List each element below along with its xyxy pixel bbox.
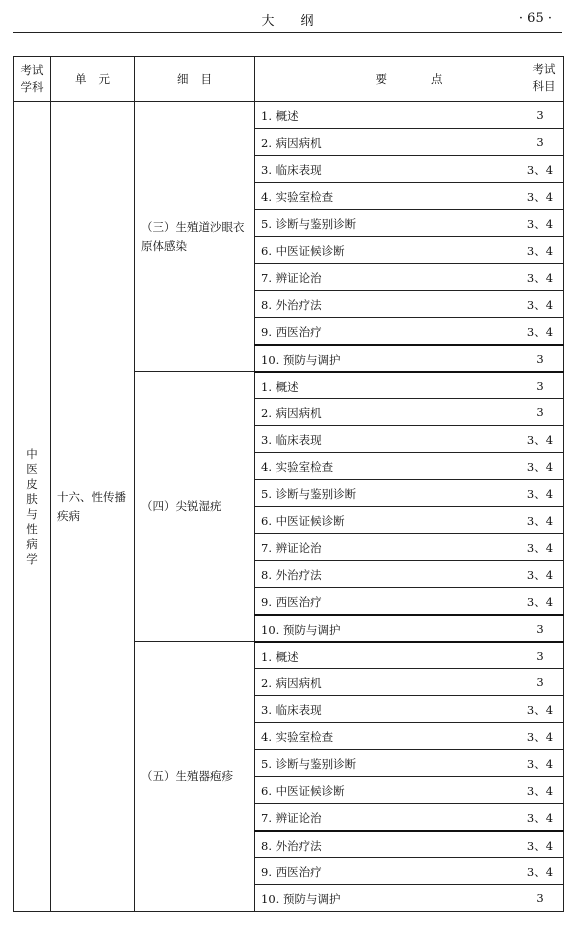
point-cell (255, 318, 564, 345)
item-cell: （五）生殖器疱疹 (135, 642, 255, 912)
subject-char: 病 (26, 536, 38, 551)
header-point-label: 要点 (375, 71, 487, 86)
point-level: 3 (536, 405, 544, 419)
point-cell (255, 399, 564, 426)
point-text: 5. 诊断与鉴别诊断 (261, 217, 357, 231)
point-level: 3、4 (526, 811, 554, 825)
point-level: 3、4 (526, 487, 554, 501)
point-text: 3. 临床表现 (261, 163, 322, 177)
point-text: 10. 预防与调护 (261, 622, 341, 637)
point-level: 3、4 (526, 190, 554, 204)
header-level-line2: 科目 (532, 79, 556, 93)
subject-char: 与 (26, 506, 38, 521)
point-level: 3、4 (526, 298, 554, 312)
point-level: 3、4 (526, 325, 554, 339)
table-body (14, 102, 564, 912)
point-level: 3 (536, 108, 544, 122)
point-level: 3 (536, 675, 544, 689)
point-cell (255, 534, 564, 561)
point-cell (255, 669, 564, 696)
point-cell (255, 642, 564, 669)
point-text: 5. 诊断与鉴别诊断 (261, 757, 357, 771)
point-level: 3、4 (526, 757, 554, 771)
item-cell: （三）生殖道沙眼衣原体感染 (135, 102, 255, 372)
point-level: 3、4 (526, 433, 554, 447)
point-cell (255, 507, 564, 534)
point-text: 7. 辨证论治 (261, 271, 322, 285)
point-level: 3 (536, 135, 544, 149)
header-level (531, 61, 557, 95)
point-text: 2. 病因病机 (261, 406, 322, 420)
point-text: 9. 西医治疗 (261, 325, 322, 339)
point-text: 4. 实验室检查 (261, 460, 334, 474)
point-level: 3、4 (526, 865, 554, 879)
point-level: 3 (536, 891, 544, 905)
header-item: 细目 (135, 57, 255, 102)
unit-cell: 十六、性传播疾病 (51, 102, 135, 912)
point-text: 6. 中医证候诊断 (261, 514, 345, 528)
point-cell (255, 561, 564, 588)
point-cell (255, 885, 564, 912)
point-text: 9. 西医治疗 (261, 595, 322, 609)
point-cell (255, 291, 564, 318)
point-text: 7. 辨证论治 (261, 811, 322, 825)
point-cell (255, 426, 564, 453)
point-text: 8. 外治疗法 (261, 838, 322, 853)
point-level: 3、4 (526, 730, 554, 744)
page-header (13, 0, 562, 33)
point-level: 3、4 (526, 271, 554, 285)
subject-char: 肤 (26, 491, 38, 506)
point-cell (255, 588, 564, 615)
subject-char: 性 (26, 521, 38, 536)
point-text: 1. 概述 (261, 109, 299, 123)
point-level: 3、4 (526, 163, 554, 177)
point-cell (255, 723, 564, 750)
point-cell (255, 345, 564, 372)
point-level: 3 (536, 351, 544, 366)
point-text: 1. 概述 (261, 379, 299, 394)
point-text: 10. 预防与调护 (261, 352, 341, 367)
point-text: 6. 中医证候诊断 (261, 244, 345, 258)
point-cell (255, 480, 564, 507)
header-point (255, 57, 564, 102)
point-level: 3、4 (526, 460, 554, 474)
subject-cell (14, 102, 51, 912)
point-level: 3、4 (526, 217, 554, 231)
header-unit: 单元 (51, 57, 135, 102)
point-cell (255, 102, 564, 129)
point-cell (255, 831, 564, 858)
point-text: 3. 临床表现 (261, 703, 322, 717)
subject-char: 中 (26, 446, 38, 461)
point-text: 4. 实验室检查 (261, 730, 334, 744)
point-cell (255, 210, 564, 237)
point-level: 3 (536, 378, 544, 393)
header-title: 大纲 (261, 14, 340, 29)
point-level: 3、4 (526, 244, 554, 258)
point-level: 3、4 (526, 541, 554, 555)
point-level: 3 (536, 648, 544, 663)
point-text: 1. 概述 (261, 649, 299, 664)
point-cell (255, 696, 564, 723)
point-level: 3、4 (526, 514, 554, 528)
point-cell (255, 372, 564, 399)
point-level: 3 (536, 621, 544, 636)
subject-char: 学 (26, 551, 38, 566)
header-subject-line2: 学科 (20, 80, 44, 94)
point-cell (255, 804, 564, 831)
table-row (14, 102, 564, 129)
point-cell (255, 264, 564, 291)
point-level: 3、4 (526, 703, 554, 717)
point-cell (255, 858, 564, 885)
item-cell: （四）尖锐湿疣 (135, 372, 255, 642)
syllabus-table (13, 56, 564, 912)
point-cell (255, 129, 564, 156)
point-level: 3、4 (526, 595, 554, 609)
page-number: · 65 · (518, 11, 552, 26)
point-text: 2. 病因病机 (261, 676, 322, 690)
point-text: 4. 实验室检查 (261, 190, 334, 204)
point-cell (255, 750, 564, 777)
point-cell (255, 237, 564, 264)
point-text: 8. 外治疗法 (261, 298, 322, 312)
point-cell (255, 453, 564, 480)
point-text: 8. 外治疗法 (261, 568, 322, 582)
table-header-row (14, 57, 564, 102)
point-cell (255, 615, 564, 642)
point-level: 3、4 (526, 568, 554, 582)
point-text: 7. 辨证论治 (261, 541, 322, 555)
point-level: 3、4 (526, 838, 554, 853)
point-text: 9. 西医治疗 (261, 865, 322, 879)
point-cell (255, 156, 564, 183)
point-cell (255, 183, 564, 210)
header-subject-line1: 考试 (20, 63, 44, 77)
point-text: 2. 病因病机 (261, 136, 322, 150)
point-text: 10. 预防与调护 (261, 892, 341, 906)
header-level-line1: 考试 (532, 62, 556, 76)
point-cell (255, 777, 564, 804)
point-text: 5. 诊断与鉴别诊断 (261, 487, 357, 501)
subject-char: 皮 (26, 476, 38, 491)
subject-char: 医 (26, 461, 38, 476)
point-text: 3. 临床表现 (261, 433, 322, 447)
point-level: 3、4 (526, 784, 554, 798)
point-text: 6. 中医证候诊断 (261, 784, 345, 798)
header-subject (14, 57, 51, 102)
